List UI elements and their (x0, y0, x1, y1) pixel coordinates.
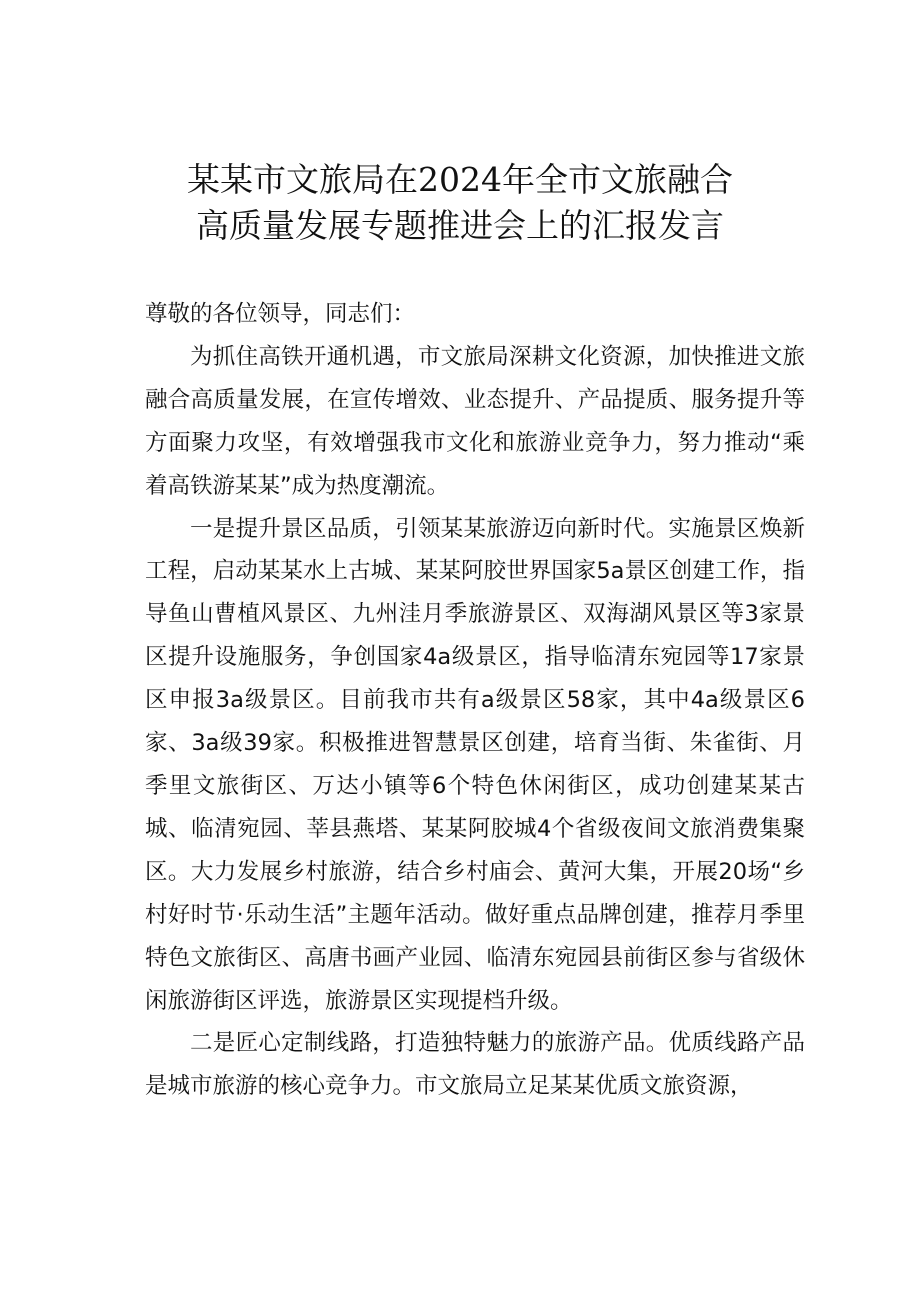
salutation: 尊敬的各位领导，同志们： (145, 301, 416, 327)
document-title (100, 157, 820, 249)
document-body (145, 293, 805, 1108)
paragraph-intro: 为抓住高铁开通机遇，市文旅局深耕文化资源，加快推进文旅融合高质量发展，在宣传增效、业态提升、产品提质、服务提升等方面聚力攻坚，有效增强我市文化和旅游业竞争力，努力推动“乘着高铁游某某”成为热度潮流。 (145, 343, 805, 499)
title-line-1: 某某市文旅局在2024年全市文旅融合 (187, 160, 733, 199)
paragraph-tour-routes: 二是匠心定制线路，打造独特魅力的旅游产品。优质线路产品是城市旅游的核心竞争力。市文旅局立足某某优质文旅资源， (145, 1030, 805, 1100)
title-line-2: 高质量发展专题推进会上的汇报发言 (196, 206, 724, 245)
paragraph-scenic-quality: 一是提升景区品质，引领某某旅游迈向新时代。实施景区焕新工程，启动某某水上古城、某某阿胶世界国家5a景区创建工作，指导鱼山曹植风景区、九州洼月季旅游景区、双海湖风景区等3家景区提升设施服务，争创国家4a级景区，指导临清东宛园等17家景区申报3a级景区。目前我市共有a级景区58家，其中4a级景区6家、3a级39家。积极推进智慧景区创建，培育当街、朱雀街、月季里文旅街区、万达小镇等6个特色休闲街区，成功创建某某古城、临清宛园、莘县燕塔、某某阿胶城4个省级夜间文旅消费集聚区。大力发展乡村旅游，结合乡村庙会、黄河大集，开展20场“乡村好时节·乐动生活”主题年活动。做好重点品牌创建，推荐月季里特色文旅街区、高唐书画产业园、临清东宛园县前街区参与省级休闲旅游街区评选，旅游景区实现提档升级。 (145, 515, 805, 1014)
